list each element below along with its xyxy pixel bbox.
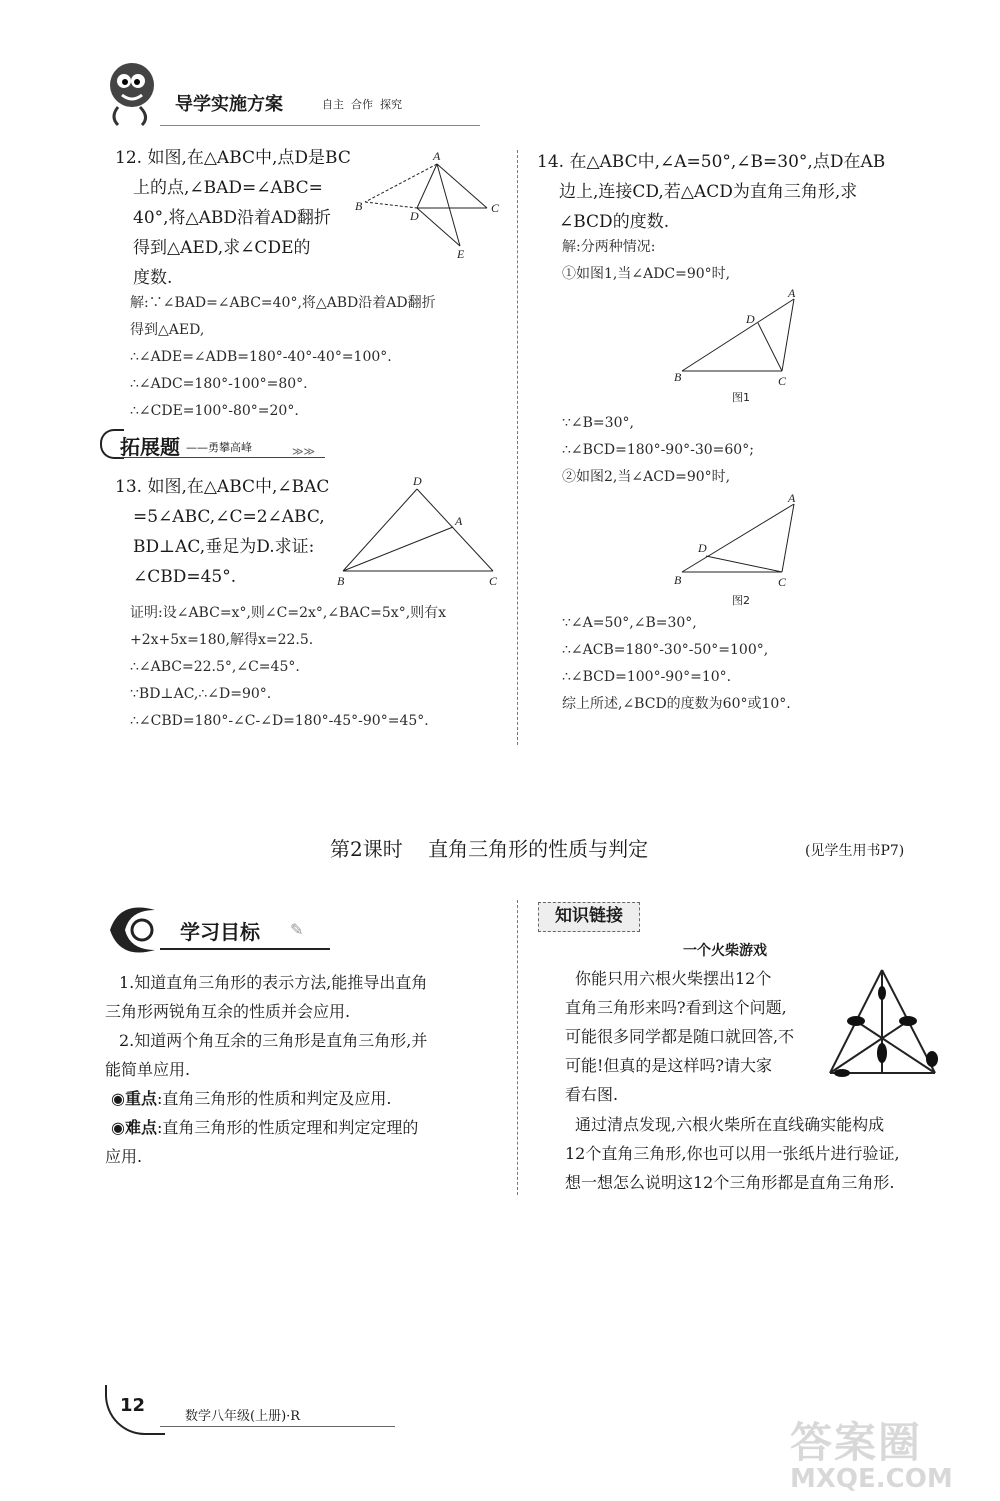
goals-banner <box>100 900 330 960</box>
q14-fig2-label-d: D <box>698 541 707 555</box>
footer-book-title: 数学八年级(上册)·R <box>185 1409 301 1424</box>
q14-text: 14. 在△ABC中,∠A=50°,∠B=30°,点D在AB 边上,连接CD,若△ACD为直角三角形,求 ∠BCD的度数. <box>537 152 886 232</box>
extension-subtitle: ——勇攀高峰 <box>186 441 252 454</box>
header-underline <box>160 125 480 126</box>
knowledge-para1: 你能只用六根火柴摆出12个 直角三角形来吗?看到这个问题, 可能很多同学都是随口就回答,不 可能!但真的是这样吗?请大家 看右图. <box>565 969 795 1104</box>
q14-fig2-label-a: A <box>788 491 796 505</box>
knowledge-para2: 通过清点发现,六根火柴所在直线确实能构成 12个直角三角形,你也可以用一张纸片进行验证, 想一想怎么说明这12个三角形都是直角三角形. <box>565 1115 900 1192</box>
q12-figure <box>355 150 505 265</box>
header-tagline: 自主 合作 探究 <box>322 98 402 111</box>
footer-line <box>160 1426 395 1427</box>
q12-label-a: A <box>433 150 441 163</box>
goals-title: 学习目标 <box>180 920 260 944</box>
q14-fig2-caption: 图2 <box>732 594 750 607</box>
column-divider-top <box>517 150 518 745</box>
q14-solution-intro: 解:分两种情况: ①如图1,当∠ADC=90°时, <box>562 239 731 282</box>
q13-label-a: A <box>455 514 463 528</box>
column-divider-bottom <box>517 900 518 1195</box>
lesson-title: 第2课时 直角三角形的性质与判定 <box>330 837 649 861</box>
q13-figure <box>335 475 505 590</box>
q13-label-b: B <box>337 574 345 588</box>
mascot-logo <box>100 55 162 130</box>
q14-fig1-label-a: A <box>788 286 796 300</box>
q14-solution-end: ∵∠A=50°,∠B=30°, ∴∠ACB=180°-30°-50°=100°, ∴∠BCD=100°-90°=10°. 综上所述,∠BCD的度数为60°或10°. <box>562 615 791 712</box>
q14-fig1-label-c: C <box>778 374 787 388</box>
q14-fig2-label-b: B <box>674 573 682 587</box>
q14-fig2-label-c: C <box>778 575 787 589</box>
matchstick-figure <box>820 965 945 1085</box>
q14-solution-mid: ∵∠B=30°, ∴∠BCD=180°-90°-30=60°; ②如图2,当∠ACD=90°时, <box>562 415 754 485</box>
q12-solution: 解:∵∠BAD=∠ABC=40°,将△ABD沿着AD翻折 得到△AED, ∴∠ADE=∠ADB=180°-40°-40°=100°. ∴∠ADC=180°-100°=80°. ∴∠CDE=100°-80°=20°. <box>130 295 436 419</box>
q13-solution: 证明:设∠ABC=x°,则∠C=2x°,∠BAC=5x°,则有x +2x+5x=180,解得x=22.5. ∴∠ABC=22.5°,∠C=45°. ∵BD⊥AC,∴∠D=90°. ∴∠CBD=180°-∠C-∠D=180°-45°-90°=45°. <box>130 605 447 729</box>
extension-banner <box>100 425 330 465</box>
goals-items: 1.知道直角三角形的表示方法,能推导出直角 三角形两锐角互余的性质并会应用. 2.知道两个角互余的三角形是直角三角形,并 能简单应用. ◉重点:直角三角形的性质和判定及应用. ◉难点:直角三角形的性质定理和判定定理的 应用. <box>105 973 428 1166</box>
q14-figure-1 <box>670 285 810 425</box>
knowledge-box <box>538 902 640 932</box>
q12-label-e: E <box>457 247 465 261</box>
q14-fig1-caption: 图1 <box>732 391 750 404</box>
q13-text: 13. 如图,在△ABC中,∠BAC =5∠ABC,∠C=2∠ABC, BD⊥AC,垂足为D.求证: ∠CBD=45°. <box>115 477 330 587</box>
key-bullet-icon: ◉ <box>111 1089 125 1108</box>
extension-arrows: ≫≫ <box>292 445 316 458</box>
q12-label-b: B <box>355 199 363 213</box>
footer-page-number: 12 <box>120 1395 146 1416</box>
q14-fig1-label-d: D <box>746 312 755 326</box>
pencil-icon: ✎ <box>290 920 304 939</box>
q12-label-c: C <box>491 201 500 215</box>
q12-label-d: D <box>410 209 419 223</box>
difficulty-bullet-icon: ◉ <box>111 1118 125 1137</box>
watermark: 答案圈 MXQE.COM <box>790 1418 953 1494</box>
q14-fig1-label-b: B <box>674 370 682 384</box>
knowledge-subtitle: 一个火柴游戏 <box>683 943 767 959</box>
goals-swirl-icon <box>100 900 170 960</box>
extension-title: 拓展题 <box>120 435 180 459</box>
q13-label-c: C <box>489 574 498 588</box>
q14-figure-2 <box>670 490 810 610</box>
q13-label-d: D <box>413 475 422 488</box>
q12-text: 12. 如图,在△ABC中,点D是BC 上的点,∠BAD=∠ABC= 40°,将△ABD沿着AD翻折 得到△AED,求∠CDE的 度数. <box>115 148 351 288</box>
lesson-reference: (见学生用书P7) <box>805 843 905 859</box>
header-title: 导学实施方案 <box>175 94 283 115</box>
knowledge-title: 知识链接 <box>555 906 623 926</box>
